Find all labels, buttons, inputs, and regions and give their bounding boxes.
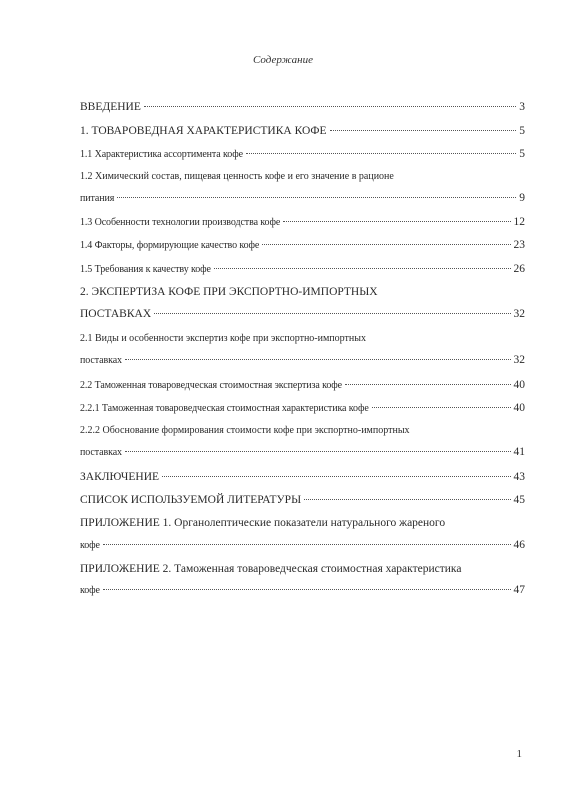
toc-entry-page: 40 [513,402,525,414]
dot-leader [162,476,510,477]
dot-leader [125,451,511,452]
toc-entry-text-line1[interactable]: ПРИЛОЖЕНИЕ 2. Таможенная товароведческая стоимостная характеристика [80,563,462,575]
toc-entry[interactable] [80,470,525,484]
toc-entry[interactable] [80,401,525,416]
toc-entry-page: 41 [513,446,525,458]
dot-leader [125,359,511,360]
dot-leader [154,313,510,314]
dot-leader [214,268,511,269]
toc-entry-text-line1[interactable]: 2. ЭКСПЕРТИЗА КОФЕ ПРИ ЭКСПОРТНО-ИМПОРТНЫХ [80,286,378,298]
toc-entry-text-line1[interactable]: ПРИЛОЖЕНИЕ 1. Органолептические показатели натурального жареного [80,517,446,529]
toc-entry-text: кофе [80,540,100,551]
dot-leader [117,197,516,198]
toc-entry-page: 46 [513,539,525,551]
dot-leader [246,153,516,154]
toc-entry-page: 40 [513,379,525,391]
toc-entry-page: 12 [513,216,525,228]
toc-entry-page: 23 [513,239,525,251]
toc-entry-text: 1.1 Характеристика ассортимента кофе [80,149,243,160]
dot-leader [103,544,511,545]
toc-entry[interactable] [80,191,525,206]
dot-leader [103,589,511,590]
toc-entry-text-line1[interactable]: 2.1 Виды и особенности экспертиз кофе при экспортно-импортных [80,333,366,344]
toc-entry-text-line1[interactable]: 2.2.2 Обоснование формирования стоимости кофе при экспортно-импортных [80,425,410,436]
toc-entry-text: 1.4 Факторы, формирующие качество кофе [80,240,260,251]
toc-entry[interactable] [80,493,525,507]
dot-leader [330,130,517,131]
toc-entry-text: ЗАКЛЮЧЕНИЕ [80,471,160,483]
toc-entry[interactable] [80,538,525,553]
toc-entry-page: 32 [513,308,525,320]
page-title: Содержание [252,54,313,66]
toc-entry-text: 1.5 Требования к качеству кофе [80,264,211,275]
toc-entry[interactable] [80,445,525,460]
toc-entry[interactable] [80,262,525,277]
toc-entry-page: 5 [519,148,525,160]
toc-entry[interactable] [80,238,525,253]
toc-entry-page: 32 [513,354,525,366]
toc-entry-text: кофе [80,585,100,596]
toc-entry[interactable] [80,147,525,162]
toc-entry-text: ВВЕДЕНИЕ [80,101,141,113]
toc-entry-text: питания [80,193,115,204]
dot-leader [144,106,516,107]
toc-entry-text: ПОСТАВКАХ [80,308,152,320]
toc-entry-page: 45 [513,494,525,506]
toc-entry-page: 26 [513,263,525,275]
toc-entry[interactable] [80,353,525,368]
dot-leader [345,384,511,385]
toc-entry[interactable] [80,307,525,321]
toc-entry[interactable] [80,378,525,393]
toc-entry[interactable] [80,583,525,598]
toc-entry-text: 1.3 Особенности технологии производства кофе [80,217,281,228]
dot-leader [262,244,510,245]
toc-entry-page: 9 [519,192,525,204]
toc-entry-page: 5 [519,125,525,137]
toc-entry-text-line1[interactable]: 1.2 Химический состав, пищевая ценность кофе и его значение в рационе [80,171,394,182]
dot-leader [304,499,510,500]
toc-entry-page: 3 [519,101,525,113]
page-number: 1 [516,748,522,760]
toc-entry[interactable] [80,124,525,138]
toc-entry-text: 2.2 Таможенная товароведческая стоимостная экспертиза кофе [80,380,342,391]
toc-entry-page: 43 [513,471,525,483]
toc-entry-text: поставках [80,447,122,458]
toc-entry[interactable] [80,215,525,230]
dot-leader [372,407,511,408]
toc-entry-text: поставках [80,355,122,366]
toc-entry-text: 1. ТОВАРОВЕДНАЯ ХАРАКТЕРИСТИКА КОФЕ [80,125,327,137]
dot-leader [283,221,510,222]
toc-entry-text: 2.2.1 Таможенная товароведческая стоимостная характеристика кофе [80,403,369,414]
toc-entry-text: СПИСОК ИСПОЛЬЗУЕМОЙ ЛИТЕРАТУРЫ [80,494,302,506]
toc-entry[interactable] [80,100,525,114]
toc-entry-page: 47 [513,584,525,596]
